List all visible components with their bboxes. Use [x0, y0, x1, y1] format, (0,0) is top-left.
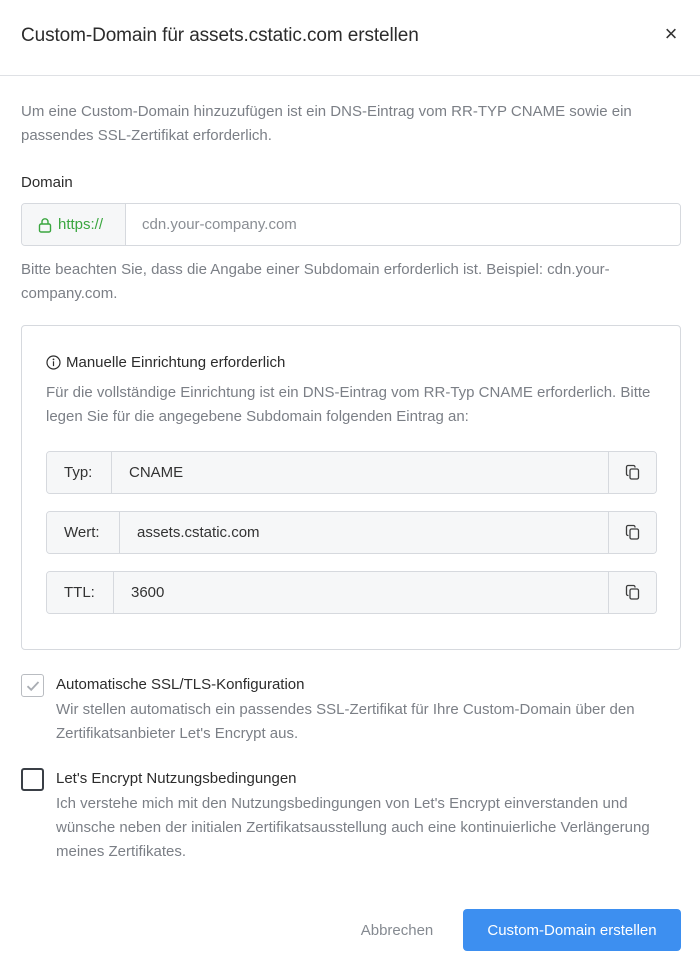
manual-setup-title [46, 354, 285, 371]
record-label: TTL: [47, 572, 114, 613]
copy-ttl-button[interactable] [608, 572, 656, 613]
terms-option-description: Ich verstehe mich mit den Nutzungsbedingungen von Let's Encrypt einverstanden und wünsche neben der initialen Zertifikatsausstellung auch eine kontinuierliche Verlängerung meines Zertifikates. [56, 795, 650, 860]
record-label: Wert: [47, 512, 120, 553]
ssl-option [21, 674, 681, 746]
ssl-option-title: Automatische SSL/TLS-Konfiguration [56, 676, 305, 693]
terms-option [21, 768, 681, 864]
checkmark-icon [26, 680, 40, 692]
domain-label: Domain [21, 174, 73, 191]
intro-text: Um eine Custom-Domain hinzuzufügen ist ein DNS-Eintrag vom RR-TYP CNAME sowie ein passendes SSL-Zertifikat erforderlich. [21, 103, 632, 144]
domain-input-group [21, 203, 681, 246]
domain-prefix [22, 204, 126, 245]
copy-icon [625, 464, 641, 481]
domain-hint: Bitte beachten Sie, dass die Angabe einer Subdomain erforderlich ist. Beispiel: cdn.your-company.com. [21, 261, 610, 302]
ssl-checkbox[interactable] [21, 674, 44, 697]
manual-setup-description: Für die vollständige Einrichtung ist ein DNS-Eintrag vom RR-Typ CNAME erforderlich. Bitte legen Sie für die angegebene Subdomain folgenden Eintrag an: [46, 384, 651, 425]
close-icon[interactable]: × [664, 21, 678, 46]
domain-input[interactable] [126, 204, 680, 245]
terms-option-title: Let's Encrypt Nutzungsbedingungen [56, 770, 297, 787]
create-custom-domain-button[interactable]: Custom-Domain erstellen [463, 909, 681, 951]
record-value: 3600 [114, 572, 608, 613]
info-icon [46, 355, 61, 370]
record-label: Typ: [47, 452, 112, 493]
record-value: CNAME [112, 452, 608, 493]
terms-checkbox[interactable] [21, 768, 44, 791]
cancel-button[interactable]: Abbrechen [345, 909, 449, 951]
record-row-type [46, 451, 657, 494]
copy-icon [625, 584, 641, 601]
manual-setup-panel [21, 325, 681, 650]
copy-icon [625, 524, 641, 541]
manual-setup-title-text: Manuelle Einrichtung erforderlich [66, 354, 286, 371]
copy-type-button[interactable] [608, 452, 656, 493]
domain-prefix-label: https:// [58, 216, 104, 233]
dialog-header [0, 0, 700, 76]
record-row-ttl [46, 571, 657, 614]
ssl-option-description: Wir stellen automatisch ein passendes SSL-Zertifikat für Ihre Custom-Domain über den Zertifikatsanbieter Let's Encrypt aus. [56, 701, 635, 742]
dialog-title: Custom-Domain für assets.cstatic.com erstellen [21, 25, 419, 46]
record-value: assets.cstatic.com [120, 512, 608, 553]
record-row-value [46, 511, 657, 554]
lock-icon [38, 217, 52, 233]
copy-value-button[interactable] [608, 512, 656, 553]
